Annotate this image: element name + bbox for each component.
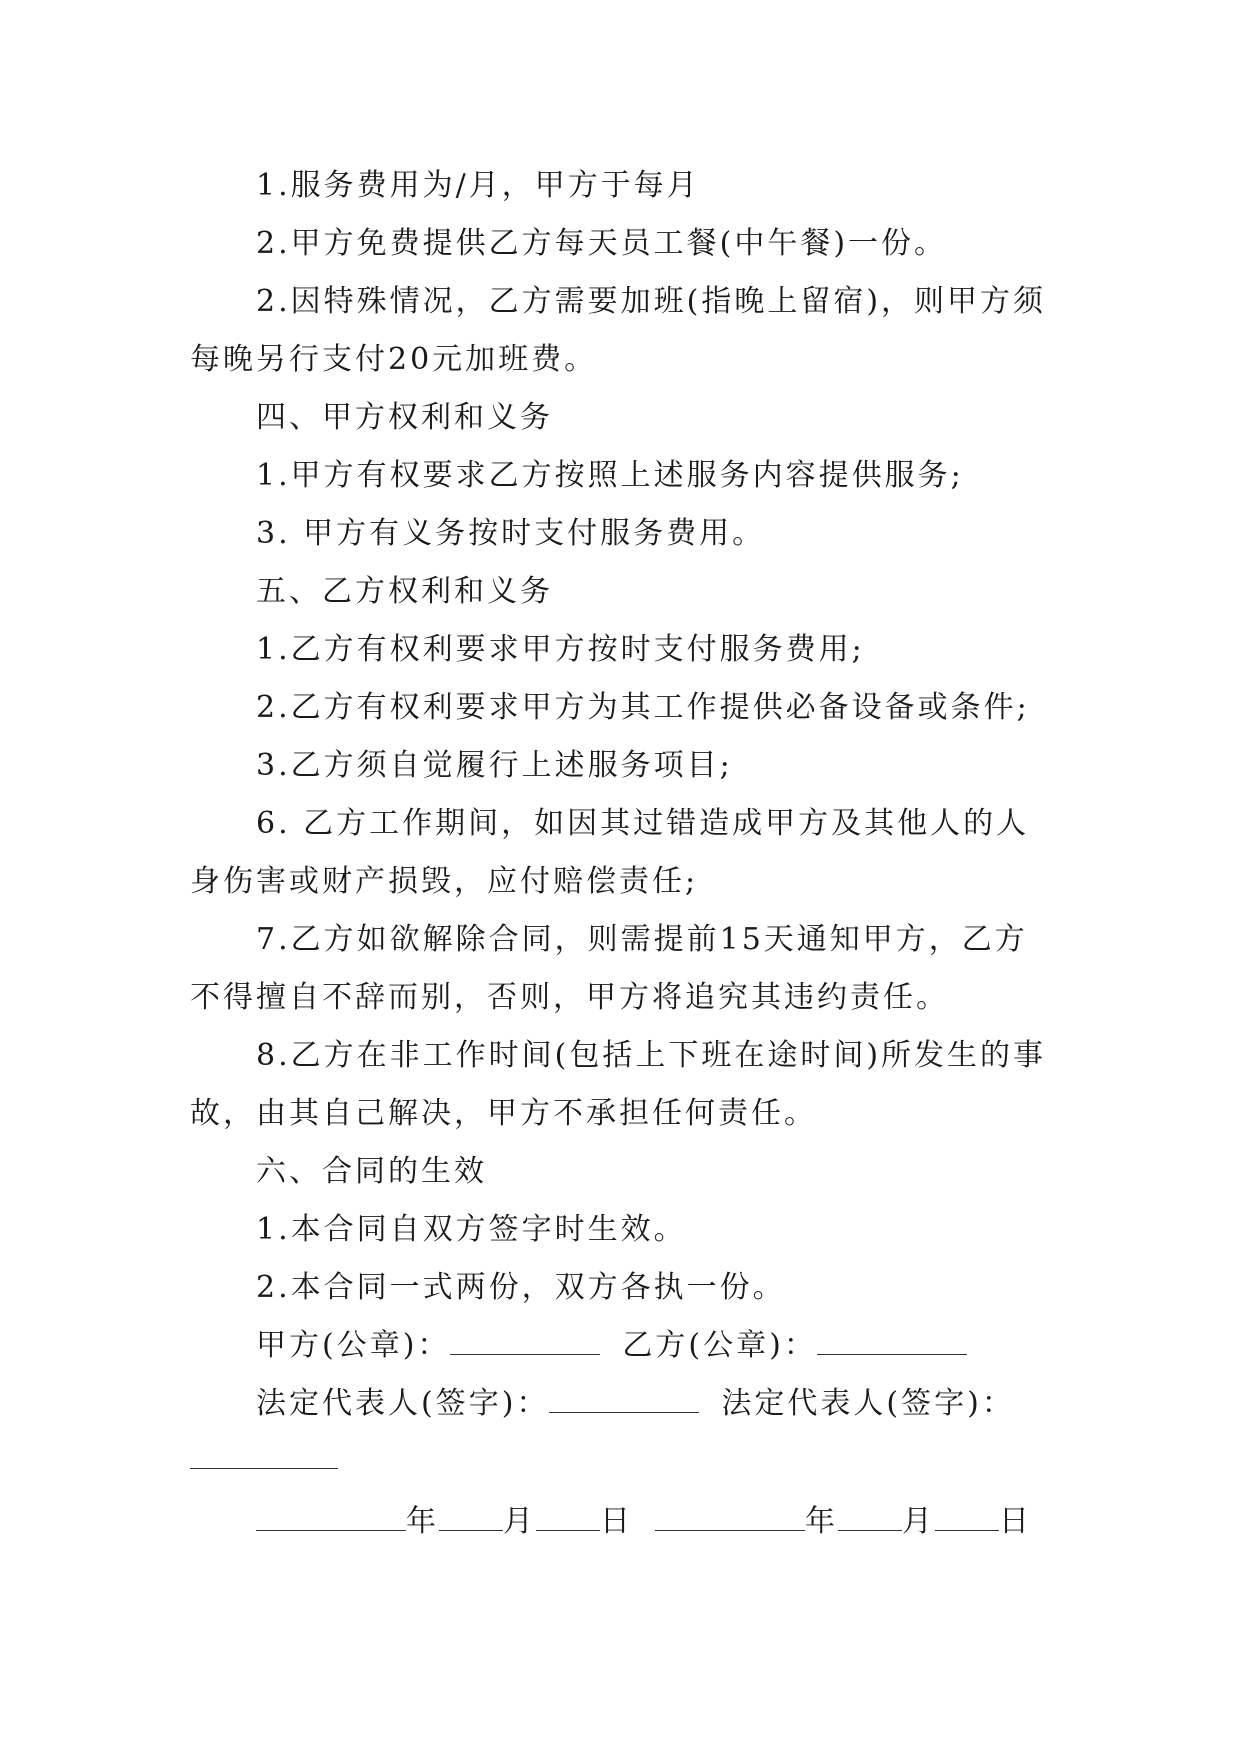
- clause-b-7: 7.乙方如欲解除合同，则需提前15天通知甲方，乙方: [256, 922, 1028, 957]
- clause-fee: 1.服务费用为/月，甲方于每月: [256, 168, 700, 203]
- party-b-rep-label: 法定代表人(签字)：: [721, 1386, 1015, 1421]
- clause-b-1: 1.乙方有权利要求甲方按时支付服务费用;: [256, 632, 865, 667]
- day-label-a: 日: [600, 1504, 633, 1539]
- clause-overtime: 2.因特殊情况，乙方需要加班(指晚上留宿)，则甲方须: [256, 284, 1047, 319]
- clause-b-2: 2.乙方有权利要求甲方为其工作提供必备设备或条件;: [256, 690, 1030, 725]
- year-label-b: 年: [805, 1504, 838, 1539]
- clause-overtime-cont: 每晚另行支付20元加班费。: [190, 342, 598, 377]
- section-heading-party-b: 五、乙方权利和义务: [256, 574, 553, 609]
- clause-effect-2: 2.本合同一式两份，双方各执一份。: [256, 1270, 786, 1305]
- clause-b-3: 3.乙方须自觉履行上述服务项目;: [256, 748, 733, 783]
- party-b-seal-blank: [817, 1326, 967, 1355]
- seal-line: [256, 1326, 967, 1366]
- party-b-day-blank: [935, 1502, 999, 1531]
- party-b-year-blank: [655, 1502, 805, 1531]
- party-a-rep-blank: [549, 1384, 699, 1413]
- party-a-seal-label: 甲方(公章)：: [256, 1328, 451, 1363]
- clause-b-6: 6. 乙方工作期间，如因其过错造成甲方及其他人的人: [256, 806, 1030, 841]
- clause-b-7-cont: 不得擅自不辞而别，否则，甲方将追究其违约责任。: [190, 980, 949, 1015]
- section-heading-party-a: 四、甲方权利和义务: [256, 400, 553, 435]
- party-b-month-blank: [838, 1502, 902, 1531]
- representative-line: [256, 1384, 1015, 1424]
- party-b-rep-blank: [190, 1468, 338, 1469]
- clause-meal: 2.甲方免费提供乙方每天员工餐(中午餐)一份。: [256, 226, 948, 261]
- month-label-a: 月: [503, 1504, 536, 1539]
- clause-a-1: 1.甲方有权要求乙方按照上述服务内容提供服务;: [256, 458, 964, 493]
- clause-b-8-cont: 故，由其自己解决，甲方不承担任何责任。: [190, 1096, 817, 1131]
- section-heading-effect: 六、合同的生效: [256, 1154, 487, 1189]
- party-a-month-blank: [439, 1502, 503, 1531]
- clause-b-8: 8.乙方在非工作时间(包括上下班在途时间)所发生的事: [256, 1038, 1047, 1073]
- party-a-rep-label: 法定代表人(签字)：: [256, 1386, 550, 1421]
- clause-a-3: 3. 甲方有义务按时支付服务费用。: [256, 516, 766, 551]
- party-a-day-blank: [536, 1502, 600, 1531]
- party-a-seal-blank: [450, 1326, 600, 1355]
- clause-effect-1: 1.本合同自双方签字时生效。: [256, 1212, 687, 1247]
- year-label-a: 年: [406, 1504, 439, 1539]
- party-b-seal-label: 乙方(公章)：: [622, 1328, 817, 1363]
- month-label-b: 月: [902, 1504, 935, 1539]
- day-label-b: 日: [999, 1504, 1032, 1539]
- clause-b-6-cont: 身伤害或财产损毁，应付赔偿责任;: [190, 864, 699, 899]
- date-line: [256, 1502, 1032, 1542]
- party-a-year-blank: [256, 1502, 406, 1531]
